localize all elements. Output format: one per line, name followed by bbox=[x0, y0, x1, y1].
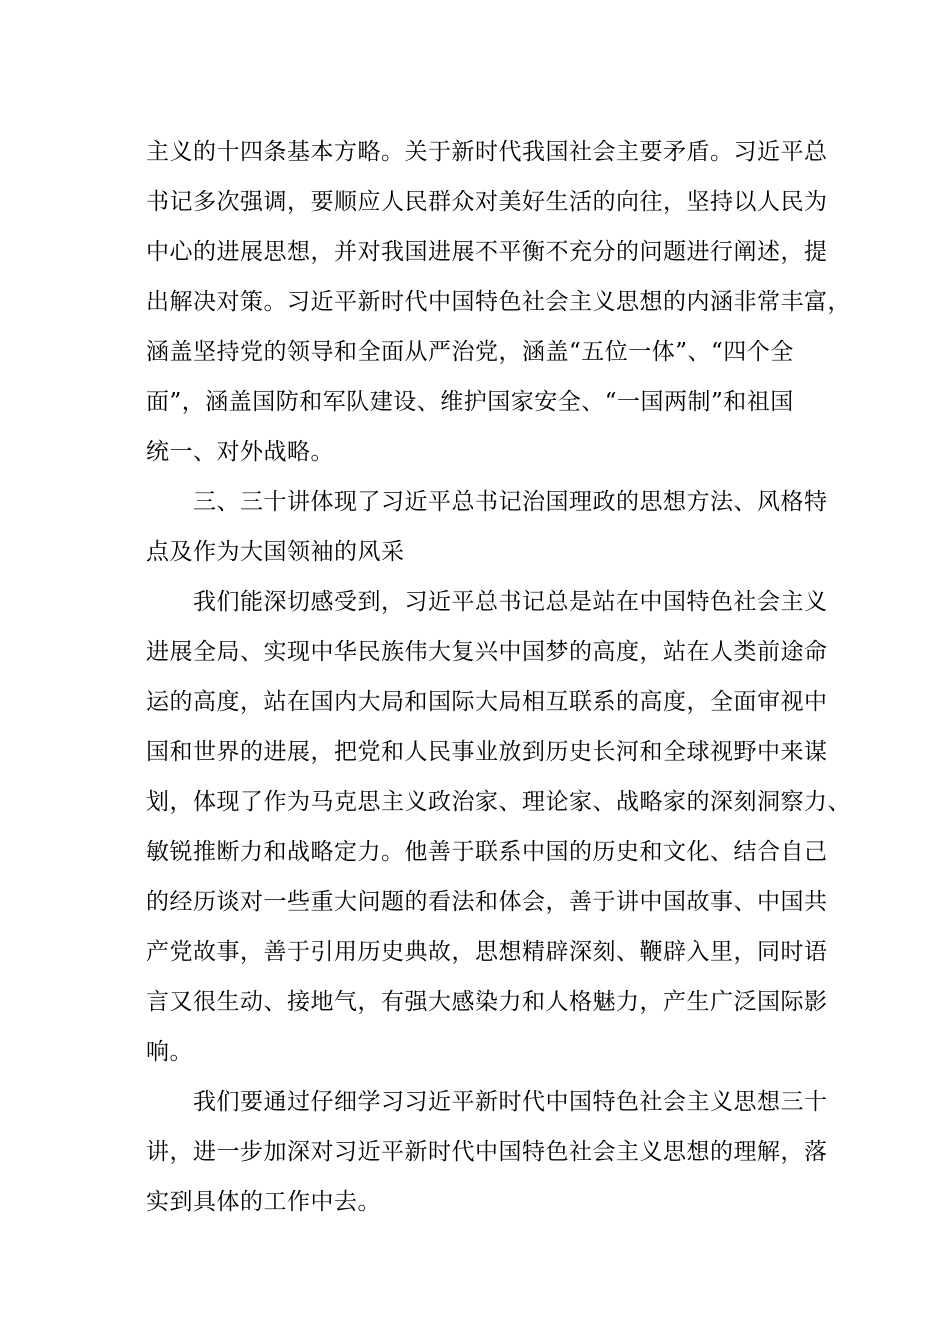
body-text-line: 面”，涵盖国防和军队建设、维护国家安全、“一国两制”和祖国 bbox=[146, 389, 794, 415]
body-text-line: 实到具体的工作中去。 bbox=[146, 1189, 381, 1215]
body-text-line: 出解决对策。习近平新时代中国特色社会主义思想的内涵非常丰富， bbox=[146, 289, 851, 315]
body-text-line: 敏锐推断力和战略定力。他善于联系中国的历史和文化、结合自己 bbox=[146, 839, 828, 865]
body-text-line: 我们要通过仔细学习习近平新时代中国特色社会主义思想三十 bbox=[193, 1089, 828, 1115]
body-text-line: 划，体现了作为马克思主义政治家、理论家、战略家的深刻洞察力、 bbox=[146, 789, 851, 815]
body-text-line: 言又很生动、接地气，有强大感染力和人格魅力，产生广泛国际影 bbox=[146, 989, 828, 1015]
body-text-line: 运的高度，站在国内大局和国际大局相互联系的高度，全面审视中 bbox=[146, 689, 828, 715]
body-text-line: 书记多次强调，要顺应人民群众对美好生活的向往，坚持以人民为 bbox=[146, 189, 828, 215]
body-text-line: 讲，进一步加深对习近平新时代中国特色社会主义思想的理解，落 bbox=[146, 1139, 828, 1165]
body-text-line: 我们能深切感受到，习近平总书记总是站在中国特色社会主义 bbox=[193, 589, 828, 615]
section-heading-line: 三、三十讲体现了习近平总书记治国理政的思想方法、风格特 bbox=[193, 489, 828, 515]
body-text-line: 产党故事，善于引用历史典故，思想精辟深刻、鞭辟入里，同时语 bbox=[146, 939, 828, 965]
section-heading-line: 点及作为大国领袖的风采 bbox=[146, 539, 405, 565]
body-text-line: 国和世界的进展，把党和人民事业放到历史长河和全球视野中来谋 bbox=[146, 739, 828, 765]
body-text-line: 的经历谈对一些重大问题的看法和体会，善于讲中国故事、中国共 bbox=[146, 889, 828, 915]
body-text-line: 中心的进展思想，并对我国进展不平衡不充分的问题进行阐述，提 bbox=[146, 239, 828, 265]
body-text-line: 涵盖坚持党的领导和全面从严治党，涵盖“五位一体”、“四个全 bbox=[146, 339, 794, 365]
body-text-line: 响。 bbox=[146, 1039, 193, 1065]
body-text-line: 统一、对外战略。 bbox=[146, 439, 334, 465]
body-text-line: 主义的十四条基本方略。关于新时代我国社会主要矛盾。习近平总 bbox=[146, 139, 828, 165]
body-text-line: 进展全局、实现中华民族伟大复兴中国梦的高度，站在人类前途命 bbox=[146, 639, 828, 665]
